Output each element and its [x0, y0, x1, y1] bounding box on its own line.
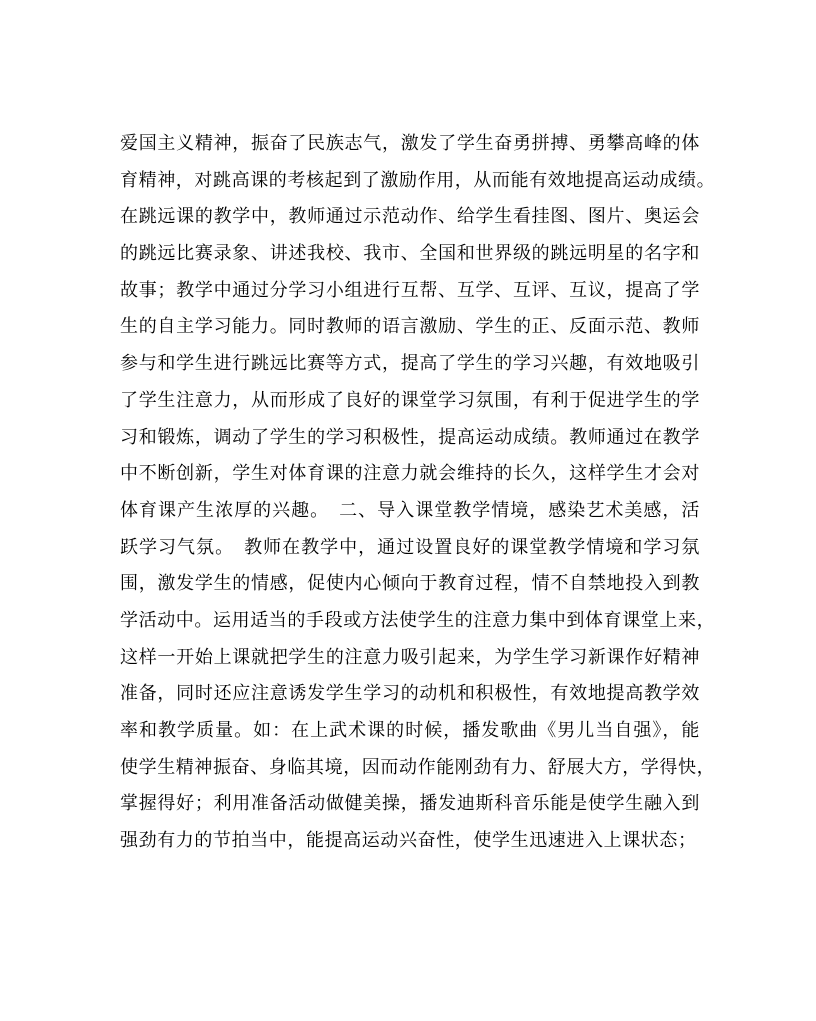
- text-line: 育精神，对跳高课的考核起到了激励作用，从而能有效地提高运动成绩。: [120, 169, 716, 191]
- text-line: 了学生注意力，从而形成了良好的课堂学习氛围，有利于促进学生的学: [120, 389, 700, 411]
- text-line: 在跳远课的教学中，教师通过示范动作、给学生看挂图、图片、奥运会: [120, 206, 700, 228]
- text-line: 跃学习气氛。 教师在教学中，通过设置良好的课堂教学情境和学习氛: [120, 536, 700, 558]
- text-line: 围，激发学生的情感，促使内心倾向于教育过程，情不自禁地投入到教: [120, 573, 700, 595]
- text-line: 强劲有力的节拍当中，能提高运动兴奋性，使学生迅速进入上课状态；: [120, 830, 697, 852]
- text-line: 中不断创新，学生对体育课的注意力就会维持的长久，这样学生才会对: [120, 463, 700, 485]
- text-line: 的跳远比赛录象、讲述我校、我市、全国和世界级的跳远明星的名字和: [120, 243, 700, 265]
- body-text: [120, 126, 716, 860]
- text-line: 学活动中。运用适当的手段或方法使学生的注意力集中到体育课堂上来，: [120, 609, 716, 631]
- text-line: 故事；教学中通过分学习小组进行互帮、互学、互评、互议，提高了学: [120, 279, 700, 301]
- text-line: 使学生精神振奋、身临其境，因而动作能刚劲有力、舒展大方，学得快，: [120, 756, 716, 778]
- text-line: 率和教学质量。如：在上武术课的时候，播发歌曲《男儿当自强》，能: [120, 720, 700, 741]
- text-line: 生的自主学习能力。同时教师的语言激励、学生的正、反面示范、教师: [120, 316, 700, 338]
- text-line: 体育课产生浓厚的兴趣。 二、导入课堂教学情境，感染艺术美感，活: [120, 499, 700, 521]
- text-line: 爱国主义精神，振奋了民族志气，激发了学生奋勇拼搏、勇攀高峰的体: [120, 133, 700, 154]
- text-line: 习和锻炼，调动了学生的学习积极性，提高运动成绩。教师通过在教学: [120, 426, 700, 448]
- text-line: 这样一开始上课就把学生的注意力吸引起来，为学生学习新课作好精神: [120, 646, 700, 668]
- text-line: 掌握得好；利用准备活动做健美操，播发迪斯科音乐能是使学生融入到: [120, 793, 700, 815]
- text-line: 准备，同时还应注意诱发学生学习的动机和积极性，有效地提高教学效: [120, 683, 700, 705]
- text-line: 参与和学生进行跳远比赛等方式，提高了学生的学习兴趣，有效地吸引: [120, 353, 700, 375]
